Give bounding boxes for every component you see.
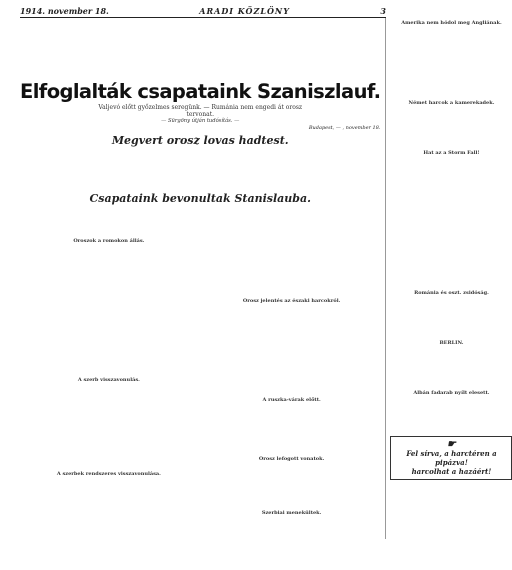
body-text-block — [390, 28, 512, 98]
right-column — [385, 18, 512, 539]
dateline: Budapest, — , november 18. — [308, 125, 381, 131]
article-heading: Oroszok a romokon állás. — [73, 238, 145, 244]
paper-title: ARADI KÖZLÖNY — [199, 6, 290, 16]
lower-column-1 — [20, 236, 198, 536]
body-text-block — [20, 207, 380, 233]
body-text-block — [20, 21, 198, 73]
body-text-block — [390, 298, 512, 338]
ad-text-line-1: Fel sírva, a harctéren a pipázva! — [406, 449, 497, 467]
article-heading: Hat az a Storm Fall! — [423, 150, 480, 156]
headline-subtitle-3: — Sürgöny útján tudósítás. — — [161, 118, 240, 124]
section-title: Megvert orosz lovas hadtest. — [111, 134, 289, 147]
page-body — [20, 18, 502, 539]
body-text-block — [390, 348, 512, 388]
body-text-block — [203, 21, 381, 73]
lower-columns — [20, 236, 380, 536]
article-heading: BERLIN. — [439, 340, 464, 346]
lower-column-2 — [203, 236, 381, 536]
main-area — [20, 18, 380, 539]
issue-date: 1914. november 18. — [20, 6, 109, 16]
top-columns — [20, 21, 380, 79]
section-title: Csapataink bevonultak Stanislauba. — [89, 192, 311, 205]
body-text-block — [203, 463, 381, 508]
article-heading: Románia és oszt. zsidóság. — [414, 290, 489, 296]
body-text-block — [20, 478, 198, 538]
main-headline: Elfoglalták csapataink Szaniszlauf. — [20, 80, 381, 103]
top-column-1 — [20, 21, 198, 79]
page-number: 3 — [380, 6, 386, 16]
masthead — [20, 6, 386, 18]
body-text-block — [390, 398, 512, 432]
article-heading: Orosz lefogott vonatok. — [258, 456, 325, 462]
article-heading: Albán fadarab nyílt elesett. — [413, 390, 490, 396]
top-column-2 — [203, 21, 381, 79]
article-heading: Amerika nem hódol meg Angliának. — [401, 20, 502, 26]
ad-text-line-2: harcolhat a hazáért! — [411, 467, 492, 476]
body-text-block — [203, 236, 381, 296]
body-text-block — [20, 384, 198, 469]
body-text-block — [390, 108, 512, 148]
pointing-hand-icon: ☛ — [447, 439, 456, 450]
article-heading: Szerbiai menekültek. — [261, 510, 322, 516]
body-text-block — [203, 404, 381, 454]
headline-subtitle-2: tervonat. — [186, 111, 215, 118]
body-text-block — [203, 305, 381, 395]
article-heading: A szerb visszavonulás. — [77, 377, 140, 383]
body-text-block — [390, 158, 512, 228]
body-text-block — [20, 149, 380, 189]
headline-subtitle-1: Valjevó előtt győzelmes seregünk. — Rumánia nem engedi át orosz — [98, 104, 303, 111]
article-heading: Orosz jelentés az északi harcokról. — [242, 298, 341, 304]
article-heading: Német harcok a kamerekadek. — [408, 100, 495, 106]
article-heading: A szerbek rendszeres visszavonulása. — [56, 471, 161, 477]
body-text-block — [20, 245, 198, 375]
advertisement-box — [390, 436, 512, 480]
body-text-block — [390, 228, 512, 288]
article-heading: A ruszka-várak előtt. — [262, 397, 321, 403]
